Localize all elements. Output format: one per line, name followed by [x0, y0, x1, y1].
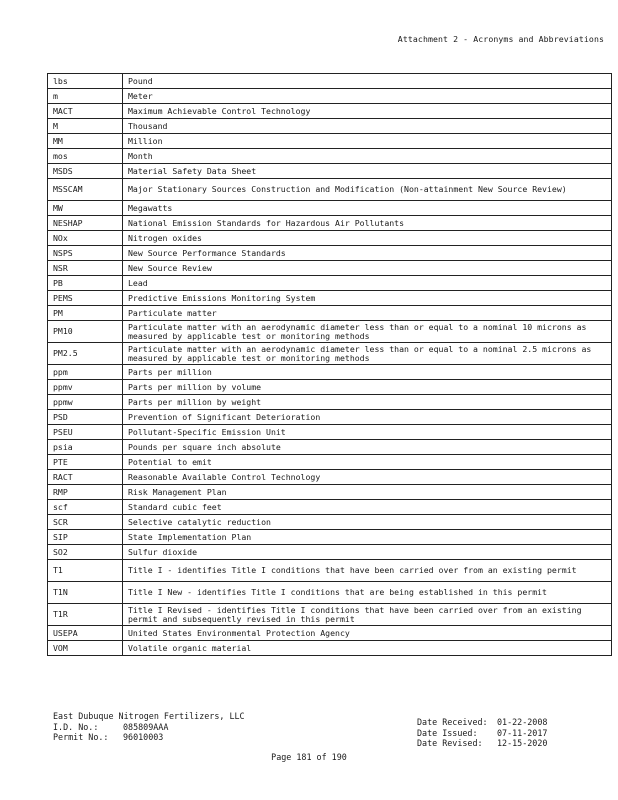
- table-row: [48, 500, 612, 515]
- table-row: [48, 104, 612, 119]
- table-row: [48, 119, 612, 134]
- acronym-definition: Reasonable Available Control Technology: [123, 470, 612, 485]
- footer-facility-info: [53, 711, 245, 743]
- table-row: [48, 276, 612, 291]
- acronym-definition: New Source Performance Standards: [123, 246, 612, 261]
- table-row: [48, 626, 612, 641]
- table-row: [48, 395, 612, 410]
- acronym-definition: Parts per million by volume: [123, 380, 612, 395]
- acronym-term: MW: [48, 201, 123, 216]
- acronym-term: NESHAP: [48, 216, 123, 231]
- acronym-term: ppm: [48, 365, 123, 380]
- acronym-term: NOx: [48, 231, 123, 246]
- table-row: [48, 455, 612, 470]
- acronym-term: psia: [48, 440, 123, 455]
- acronym-definition: Material Safety Data Sheet: [123, 164, 612, 179]
- page-number: Page 181 of 190: [271, 752, 347, 762]
- acronym-definition: Particulate matter: [123, 306, 612, 321]
- table-row: [48, 530, 612, 545]
- acronym-term: M: [48, 119, 123, 134]
- date-revised-line: [417, 738, 547, 749]
- acronym-term: MM: [48, 134, 123, 149]
- acronym-definition: Title I Revised - identifies Title I conditions that have been carried over from an existing permit and subsequently revised in this permit: [123, 604, 612, 626]
- acronym-term: PM: [48, 306, 123, 321]
- acronym-definition: Month: [123, 149, 612, 164]
- table-row: [48, 164, 612, 179]
- acronym-definition: Million: [123, 134, 612, 149]
- acronym-term: PM10: [48, 321, 123, 343]
- table-row: [48, 641, 612, 656]
- table-row: [48, 425, 612, 440]
- id-value: 085809AAA: [123, 721, 169, 732]
- permit-number-line: [53, 732, 245, 743]
- acronym-term: MSSCAM: [48, 179, 123, 201]
- table-row: [48, 134, 612, 149]
- table-row: [48, 246, 612, 261]
- acronym-term: PSD: [48, 410, 123, 425]
- table-row: [48, 291, 612, 306]
- date-received-label: Date Received:: [417, 717, 488, 727]
- table-row: [48, 343, 612, 365]
- acronym-term: RACT: [48, 470, 123, 485]
- table-row: [48, 201, 612, 216]
- acronym-term: NSPS: [48, 246, 123, 261]
- acronym-term: T1: [48, 560, 123, 582]
- acronym-term: VOM: [48, 641, 123, 656]
- table-row: [48, 485, 612, 500]
- acronym-term: mos: [48, 149, 123, 164]
- table-row: [48, 545, 612, 560]
- table-row: [48, 306, 612, 321]
- acronym-term: T1N: [48, 582, 123, 604]
- acronym-definition: Particulate matter with an aerodynamic diameter less than or equal to a nominal 10 microns as measured by applicable test or monitoring methods: [123, 321, 612, 343]
- acronym-definition: Risk Management Plan: [123, 485, 612, 500]
- acronym-definition: Lead: [123, 276, 612, 291]
- acronym-term: NSR: [48, 261, 123, 276]
- acronym-definition: Title I - identifies Title I conditions that have been carried over from an existing permit: [123, 560, 612, 582]
- acronym-definition: Particulate matter with an aerodynamic diameter less than or equal to a nominal 2.5 microns as measured by applicable test or monitoring methods: [123, 343, 612, 365]
- acronym-definition: Volatile organic material: [123, 641, 612, 656]
- id-number-line: [53, 722, 245, 733]
- date-received-value: 01-22-2008: [497, 717, 548, 727]
- acronym-term: ppmv: [48, 380, 123, 395]
- acronym-definition: Nitrogen oxides: [123, 231, 612, 246]
- table-row: [48, 231, 612, 246]
- date-revised-label: Date Revised:: [417, 738, 483, 748]
- acronym-definition: Parts per million: [123, 365, 612, 380]
- acronym-term: lbs: [48, 74, 123, 89]
- acronym-term: RMP: [48, 485, 123, 500]
- company-name: East Dubuque Nitrogen Fertilizers, LLC: [53, 711, 245, 721]
- table-row: [48, 380, 612, 395]
- acronym-definition: Potential to emit: [123, 455, 612, 470]
- table-row: [48, 470, 612, 485]
- acronym-definition: New Source Review: [123, 261, 612, 276]
- date-received-line: [417, 717, 547, 728]
- acronym-definition: Major Stationary Sources Construction and Modification (Non-attainment New Source Review): [123, 179, 612, 201]
- date-revised-value: 12-15-2020: [497, 738, 548, 748]
- footer-dates: [417, 717, 547, 749]
- date-issued-value: 07-11-2017: [497, 727, 548, 738]
- acronym-term: ppmw: [48, 395, 123, 410]
- acronym-term: PTE: [48, 455, 123, 470]
- table-row: [48, 365, 612, 380]
- acronym-term: PEMS: [48, 291, 123, 306]
- acronym-definition: Thousand: [123, 119, 612, 134]
- acronym-definition: Maximum Achievable Control Technology: [123, 104, 612, 119]
- acronym-term: SIP: [48, 530, 123, 545]
- table-row: [48, 560, 612, 582]
- table-row: [48, 261, 612, 276]
- table-row: [48, 179, 612, 201]
- acronym-definition: Title I New - identifies Title I conditions that are being established in this permit: [123, 582, 612, 604]
- date-issued-line: [417, 728, 547, 739]
- acronym-term: SO2: [48, 545, 123, 560]
- acronym-definition: Prevention of Significant Deterioration: [123, 410, 612, 425]
- acronym-term: MSDS: [48, 164, 123, 179]
- acronym-definition: National Emission Standards for Hazardous Air Pollutants: [123, 216, 612, 231]
- acronym-term: m: [48, 89, 123, 104]
- acronym-definition: Selective catalytic reduction: [123, 515, 612, 530]
- date-issued-label: Date Issued:: [417, 727, 478, 738]
- acronym-definition: Standard cubic feet: [123, 500, 612, 515]
- acronym-table: [47, 73, 612, 656]
- table-row: [48, 582, 612, 604]
- table-row: [48, 149, 612, 164]
- acronym-definition: Pound: [123, 74, 612, 89]
- id-label: I.D. No.:: [53, 721, 99, 732]
- acronym-term: PM2.5: [48, 343, 123, 365]
- permit-label: Permit No.:: [53, 732, 109, 742]
- acronym-term: PSEU: [48, 425, 123, 440]
- page-header: Attachment 2 - Acronyms and Abbreviations: [397, 34, 604, 44]
- permit-value: 96010003: [123, 732, 164, 742]
- table-row: [48, 216, 612, 231]
- acronym-definition: Pounds per square inch absolute: [123, 440, 612, 455]
- acronym-definition: Predictive Emissions Monitoring System: [123, 291, 612, 306]
- acronym-definition: Meter: [123, 89, 612, 104]
- acronym-definition: Sulfur dioxide: [123, 545, 612, 560]
- acronym-definition: United States Environmental Protection Agency: [123, 626, 612, 641]
- table-row: [48, 89, 612, 104]
- table-row: [48, 410, 612, 425]
- acronym-definition: Parts per million by weight: [123, 395, 612, 410]
- acronym-term: T1R: [48, 604, 123, 626]
- acronym-term: MACT: [48, 104, 123, 119]
- acronym-definition: Pollutant-Specific Emission Unit: [123, 425, 612, 440]
- acronym-term: SCR: [48, 515, 123, 530]
- table-row: [48, 515, 612, 530]
- acronym-term: PB: [48, 276, 123, 291]
- acronym-term: USEPA: [48, 626, 123, 641]
- table-row: [48, 440, 612, 455]
- table-row: [48, 321, 612, 343]
- acronym-definition: Megawatts: [123, 201, 612, 216]
- acronym-definition: State Implementation Plan: [123, 530, 612, 545]
- table-row: [48, 74, 612, 89]
- acronym-term: scf: [48, 500, 123, 515]
- table-row: [48, 604, 612, 626]
